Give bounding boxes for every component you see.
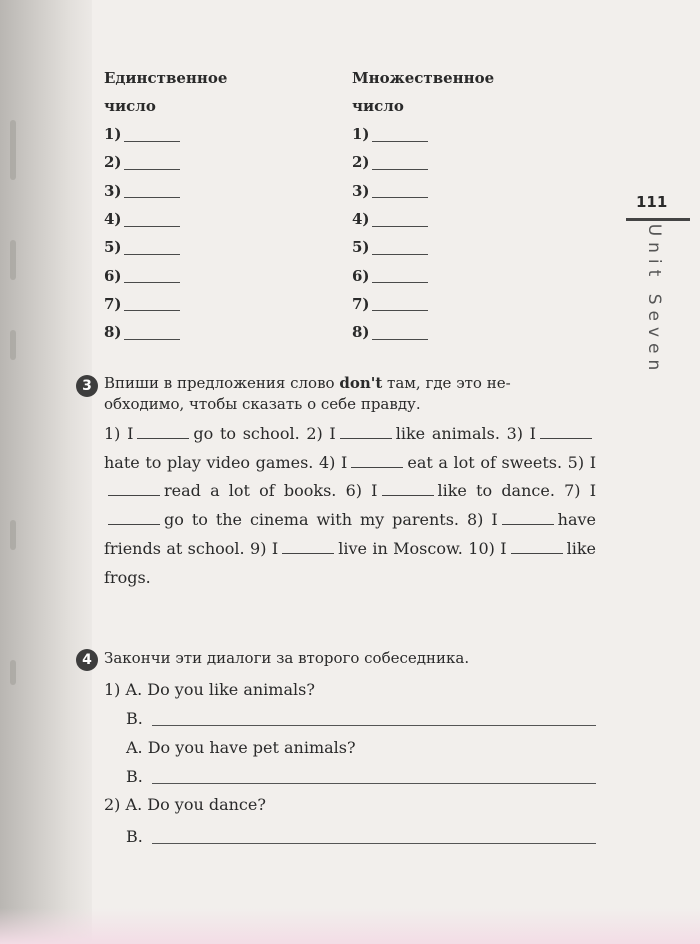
sentence-number: 6) I — [345, 481, 378, 501]
answer-gap[interactable] — [351, 455, 403, 468]
row-number: 3) — [352, 181, 370, 200]
singular-row — [104, 290, 227, 318]
instruction-text: обходимо, чтобы сказать о себе правду. — [104, 395, 421, 413]
row-number: 1) — [104, 125, 122, 144]
singular-row — [104, 205, 227, 233]
sentence-text: like to dance. — [437, 481, 555, 501]
singular-row — [104, 233, 227, 261]
sentence — [346, 481, 555, 500]
sentence-number: 4) I — [319, 452, 348, 472]
page-bottom-tint — [0, 908, 700, 944]
spine-mark — [10, 660, 16, 685]
sentence-text: go to the cinema with my parents. — [164, 510, 460, 530]
answer-blank[interactable] — [372, 127, 428, 142]
sentence-text: read a lot of books. — [164, 481, 337, 501]
exercise-3-badge: 3 — [76, 375, 98, 397]
instruction-text: Впиши в предложения слово — [104, 374, 340, 392]
sentence-number: 1) I — [104, 424, 134, 443]
plural-row — [352, 148, 494, 176]
row-number: 6) — [104, 266, 122, 285]
sentence — [319, 453, 562, 472]
answer-gap[interactable] — [108, 483, 160, 496]
exercise-3-instruction — [104, 373, 604, 415]
answer-blank[interactable] — [372, 212, 428, 227]
dialog-line: A. Do you have pet animals? — [126, 738, 356, 757]
answer-blank[interactable] — [124, 127, 180, 142]
row-number: 5) — [352, 238, 370, 257]
answer-blank[interactable] — [124, 240, 180, 255]
row-number: 6) — [352, 266, 370, 285]
answer-blank[interactable] — [124, 212, 180, 227]
plural-row — [352, 318, 494, 346]
dialog-line: B. — [126, 709, 143, 728]
answer-blank[interactable] — [372, 183, 428, 198]
sentence-text: go to school. — [193, 424, 300, 443]
spine-mark — [10, 330, 16, 360]
answer-gap[interactable] — [282, 541, 334, 554]
singular-row — [104, 148, 227, 176]
spine-mark — [10, 520, 16, 550]
unit-label: Unit Seven — [644, 223, 664, 377]
answer-blank[interactable] — [124, 268, 180, 283]
dialog-line: 2) A. Do you dance? — [104, 795, 266, 814]
sentence-text: like animals. — [395, 424, 500, 443]
row-number: 1) — [352, 125, 370, 144]
singular-row — [104, 318, 227, 346]
sentence-number: 2) I — [306, 424, 336, 443]
answer-gap[interactable] — [511, 541, 563, 554]
plural-row — [352, 290, 494, 318]
dialog-line: 1) A. Do you like animals? — [104, 680, 315, 699]
sentence-number: 10) I — [468, 538, 507, 558]
singular-row — [104, 177, 227, 205]
plural-row — [352, 120, 494, 148]
plural-header-2: число — [352, 97, 404, 115]
spine-mark — [10, 240, 16, 280]
answer-line[interactable] — [152, 725, 596, 726]
sentence-number: 5) I — [567, 452, 597, 472]
answer-gap[interactable] — [137, 426, 189, 439]
exercise-4-badge: 4 — [76, 649, 98, 671]
book-spine-shadow — [0, 0, 92, 944]
sentence-text: like frogs. — [104, 538, 597, 587]
answer-blank[interactable] — [124, 296, 180, 311]
singular-header-1: Единственное — [104, 69, 228, 87]
answer-gap[interactable] — [540, 426, 592, 439]
row-number: 4) — [352, 210, 370, 229]
plural-row — [352, 205, 494, 233]
answer-blank[interactable] — [372, 325, 428, 340]
answer-line[interactable] — [152, 783, 596, 784]
plural-row — [352, 177, 494, 205]
sentence-text: have friends at school. — [104, 510, 596, 558]
answer-gap[interactable] — [108, 512, 160, 525]
sentence — [104, 424, 300, 443]
sentence-number: 7) I — [564, 481, 597, 501]
side-divider — [626, 218, 690, 221]
answer-blank[interactable] — [372, 155, 428, 170]
sentence-number: 8) I — [466, 510, 498, 530]
spine-mark — [10, 120, 16, 180]
row-number: 8) — [352, 323, 370, 342]
row-number: 2) — [104, 153, 122, 172]
instruction-text: там, где это не- — [382, 374, 511, 392]
row-number: 4) — [104, 210, 122, 229]
answer-blank[interactable] — [372, 240, 428, 255]
row-number: 7) — [352, 294, 370, 313]
singular-row — [104, 120, 227, 148]
plural-row — [352, 233, 494, 261]
plural-row — [352, 261, 494, 289]
singular-column — [104, 64, 227, 346]
answer-blank[interactable] — [124, 325, 180, 340]
answer-line[interactable] — [152, 843, 596, 844]
row-number: 3) — [104, 181, 122, 200]
instruction-bold-word: don't — [339, 374, 383, 392]
answer-gap[interactable] — [340, 426, 392, 439]
answer-gap[interactable] — [502, 512, 554, 525]
row-number: 2) — [352, 153, 370, 172]
row-number: 8) — [104, 323, 122, 342]
plural-column — [352, 64, 494, 346]
dialog-line: B. — [126, 827, 143, 846]
row-number: 5) — [104, 238, 122, 257]
sentence — [250, 539, 463, 558]
answer-blank[interactable] — [124, 183, 180, 198]
sentence-text: hate to play video games. — [104, 452, 314, 472]
sentence — [306, 424, 500, 443]
sentence-text: eat a lot of sweets. — [407, 452, 563, 472]
exercise-3-sentences — [104, 420, 596, 592]
answer-gap[interactable] — [382, 483, 434, 496]
singular-header-2: число — [104, 97, 156, 115]
plural-header-1: Множественное — [352, 69, 495, 87]
sentence-number: 3) I — [506, 424, 536, 443]
exercise-4-instruction: Закончи эти диалоги за второго собеседника. — [104, 649, 470, 667]
answer-blank[interactable] — [372, 268, 428, 283]
page-number: 111 — [636, 193, 668, 211]
answer-blank[interactable] — [124, 155, 180, 170]
sentence-number: 9) I — [250, 538, 279, 558]
sentence-text: live in Moscow. — [338, 538, 463, 558]
singular-row — [104, 261, 227, 289]
answer-blank[interactable] — [372, 296, 428, 311]
dialog-line: B. — [126, 767, 143, 786]
row-number: 7) — [104, 294, 122, 313]
